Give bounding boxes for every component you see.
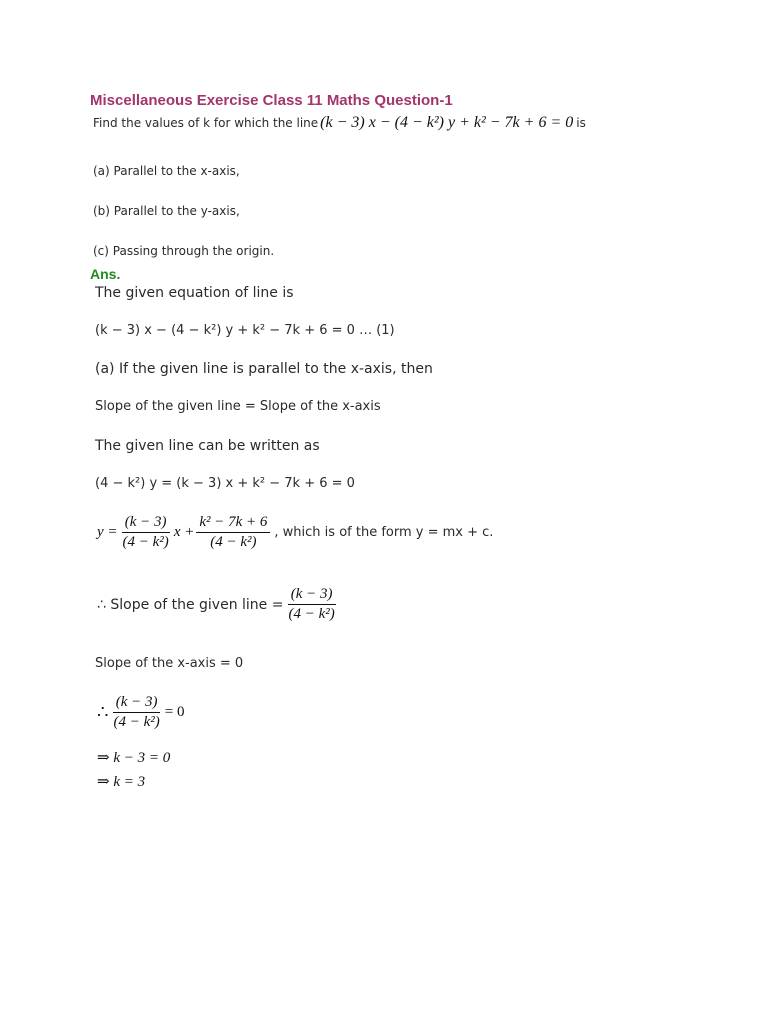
- question-part-a: (a) Parallel to the x-axis,: [93, 164, 240, 178]
- eq7-fraction-2-numerator: k² − 7k + 6: [196, 514, 270, 533]
- answer-slope-equality: Slope of the given line = Slope of the x-axis: [95, 399, 381, 414]
- answer-line-1: The given equation of line is: [95, 285, 294, 301]
- answer-fraction-equals-zero: [97, 694, 184, 731]
- answer-rewrite-intro: The given line can be written as: [95, 438, 320, 454]
- eq7-fraction-1-numerator: (k − 3): [122, 514, 170, 533]
- answer-label: Ans.: [90, 266, 121, 282]
- eq10-therefore: ∴: [97, 702, 109, 722]
- eq10-rhs: = 0: [164, 704, 185, 720]
- answer-rewritten-equation: (4 − k²) y = (k − 3) x + k² − 7k + 6 = 0: [95, 476, 355, 491]
- eq7-fraction-2: [196, 514, 270, 551]
- answer-x-axis-slope: Slope of the x-axis = 0: [95, 656, 244, 671]
- question-lead: Find the values of k for which the line: [93, 116, 319, 130]
- eq8-fraction-numerator: (k − 3): [288, 586, 336, 605]
- question-part-c: (c) Passing through the origin.: [93, 244, 275, 258]
- answer-slope-intercept-form: [97, 514, 493, 551]
- eq8-fraction: [285, 586, 337, 623]
- question-equation: (k − 3) x − (4 − k²) y + k² − 7k + 6 = 0: [320, 114, 574, 131]
- eq7-fraction-2-denominator: (4 − k²): [210, 534, 257, 550]
- question-line: [93, 114, 586, 132]
- eq7-lhs: y =: [97, 524, 118, 540]
- answer-slope-value: [97, 586, 340, 623]
- answer-implies-1: ⇒ k − 3 = 0: [97, 750, 171, 766]
- eq10-fraction-denominator: (4 − k²): [113, 714, 160, 730]
- eq7-fraction-1: [120, 514, 172, 551]
- eq10-fraction: [110, 694, 162, 731]
- page-title: Miscellaneous Exercise Class 11 Maths Question-1: [90, 92, 453, 109]
- eq8-lhs: ∴ Slope of the given line =: [97, 596, 284, 613]
- answer-implies-2: ⇒ k = 3: [97, 774, 146, 790]
- answer-equation-1: (k − 3) x − (4 − k²) y + k² − 7k + 6 = 0 … (1): [95, 323, 395, 338]
- eq7-fraction-1-denominator: (4 − k²): [122, 534, 169, 550]
- eq10-fraction-numerator: (k − 3): [113, 694, 161, 713]
- question-part-b: (b) Parallel to the y-axis,: [93, 204, 240, 218]
- eq7-mid: x +: [173, 524, 195, 540]
- eq8-fraction-denominator: (4 − k²): [288, 606, 335, 622]
- question-trail: is: [576, 116, 586, 130]
- answer-part-a-statement: (a) If the given line is parallel to the x-axis, then: [95, 361, 433, 377]
- eq7-tail: , which is of the form y = mx + c.: [274, 525, 494, 540]
